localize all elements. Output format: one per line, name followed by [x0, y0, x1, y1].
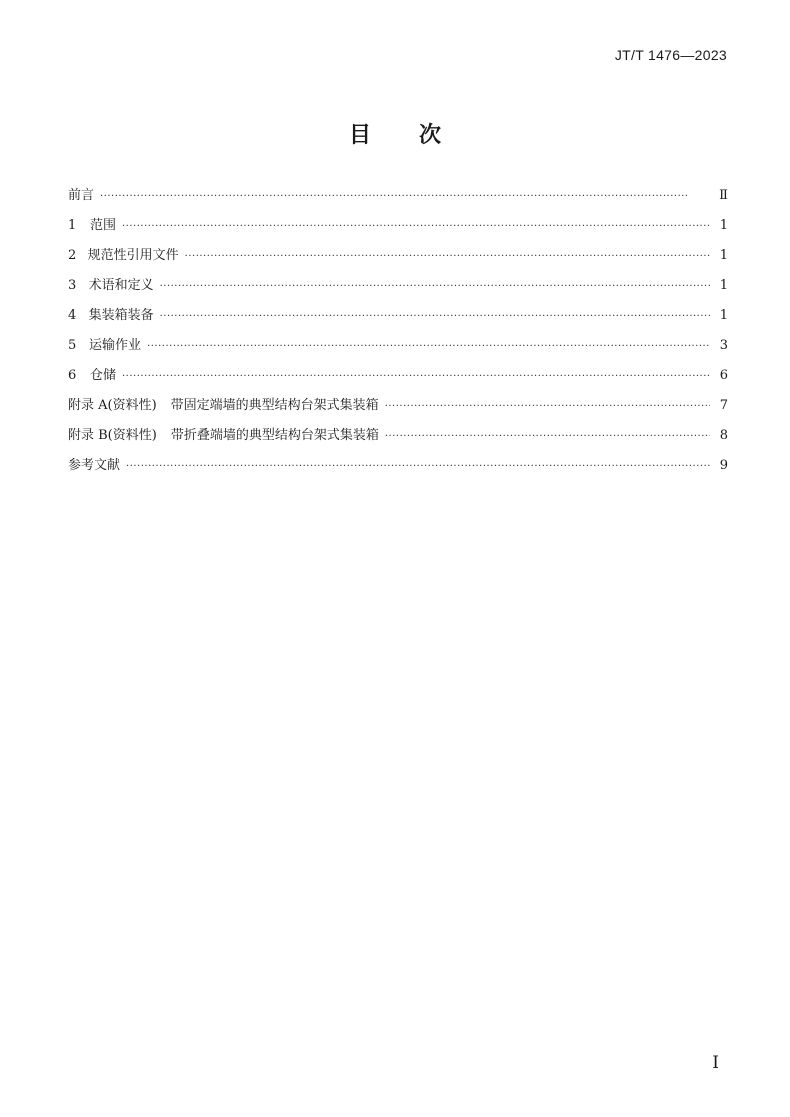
toc-leader-dots	[147, 341, 710, 352]
toc-page-number: 8	[719, 428, 728, 443]
toc-section-number: 3	[68, 278, 77, 293]
toc-entry-normative-references[interactable]	[68, 244, 728, 274]
toc-page-number: Ⅱ	[719, 188, 728, 203]
toc-entry-foreword[interactable]	[68, 184, 728, 214]
toc-leader-dots	[160, 311, 710, 322]
toc-label: 范围	[89, 218, 116, 233]
toc-leader-dots	[126, 461, 710, 472]
toc-leader-dots	[385, 431, 710, 442]
toc-entry-transport-operation[interactable]	[68, 334, 728, 364]
toc-label: 规范性引用文件	[87, 248, 179, 263]
toc-page-number: 9	[719, 458, 728, 473]
toc-entry-storage[interactable]	[68, 364, 728, 394]
toc-entry-container-equipment[interactable]	[68, 304, 728, 334]
toc-page-number: 1	[719, 308, 728, 323]
annex-title: 带固定端墙的典型结构台架式集装箱	[170, 398, 379, 413]
toc-leader-dots	[122, 371, 710, 382]
toc-leader-dots	[160, 281, 710, 292]
toc-label: 运输作业	[89, 338, 142, 353]
toc-page-number: 1	[719, 278, 728, 293]
toc-label: 集装箱装备	[88, 308, 154, 323]
annex-title: 带折叠端墙的典型结构台架式集装箱	[170, 428, 379, 443]
toc-leader-dots	[122, 221, 710, 232]
toc-page-number: 3	[719, 338, 728, 353]
toc-entry-scope[interactable]	[68, 214, 728, 244]
standard-code: JT/T 1476—2023	[614, 47, 727, 63]
toc-page-number: 7	[719, 398, 728, 413]
toc-section-number: 1	[68, 218, 77, 233]
toc-label	[68, 424, 385, 443]
annex-label: 附录 B(资料性)	[68, 428, 157, 443]
toc-entry-bibliography[interactable]	[68, 454, 728, 484]
toc-entry-annex-b[interactable]	[68, 424, 728, 454]
toc-page-number: 1	[719, 248, 728, 263]
toc-page-number: 6	[719, 368, 728, 383]
page-number: Ⅰ	[712, 1053, 719, 1073]
toc-label: 前言	[68, 188, 95, 203]
toc-leader-dots	[100, 191, 710, 202]
toc-label: 术语和定义	[88, 278, 154, 293]
toc-label: 参考文献	[68, 458, 121, 473]
title-char-1: 目	[348, 123, 371, 148]
toc-label: 仓储	[89, 368, 116, 383]
annex-label: 附录 A(资料性)	[68, 398, 157, 413]
toc-entry-terms[interactable]	[68, 274, 728, 304]
table-of-contents	[68, 184, 728, 484]
toc-leader-dots	[185, 251, 710, 262]
toc-section-number: 6	[68, 368, 77, 383]
toc-section-number: 5	[68, 338, 77, 353]
toc-section-number: 4	[68, 308, 77, 323]
toc-label	[68, 394, 385, 413]
toc-leader-dots	[385, 401, 710, 412]
toc-section-number: 2	[68, 248, 77, 263]
page-title	[0, 118, 790, 149]
title-char-2: 次	[419, 123, 442, 148]
toc-page-number: 1	[719, 218, 728, 233]
toc-entry-annex-a[interactable]	[68, 394, 728, 424]
